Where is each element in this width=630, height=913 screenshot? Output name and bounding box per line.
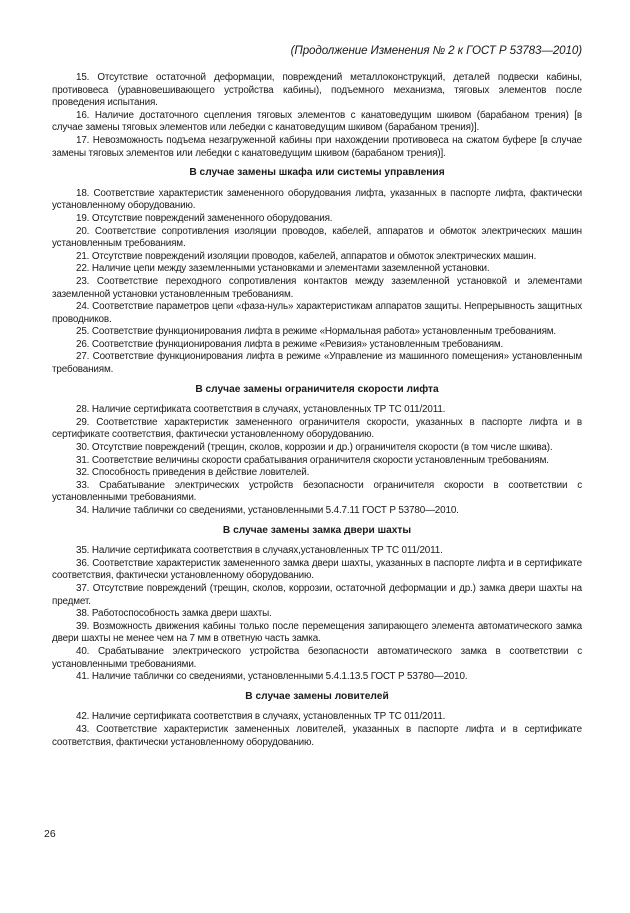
paragraph-38: 38. Работоспособность замка двери шахты.: [76, 608, 272, 620]
paragraph-37: 37. Отсутствие повреждений (трещин, сколов, коррозии, остаточной деформации и др.) замка двери шахты на предмет.: [52, 582, 582, 607]
paragraph-21: 21. Отсутствие повреждений изоляции проводов, кабелей, аппаратов и обмоток электрических машин.: [76, 250, 537, 262]
paragraph-23: 23. Соответствие переходного сопротивления контактов между заземленной установкой и элементами заземленной установки установленным требованиям.: [52, 275, 582, 300]
paragraph-33: 33. Срабатывание электрических устройств безопасности ограничителя скорости в соответствии с установленными требованиями.: [52, 479, 582, 504]
paragraph-26: 26. Соответствие функционирования лифта в режиме «Ревизия» установленным требованиям.: [76, 338, 504, 350]
section-title-safety-gear: В случае замены ловителей: [245, 690, 389, 702]
paragraph-32: 32. Способность приведения в действие ловителей.: [76, 467, 310, 479]
paragraph-18: 18. Соответствие характеристик замененного оборудования лифта, указанных в паспорте лифта, фактически установленному оборудованию.: [52, 187, 582, 212]
document-page: [52, 44, 582, 749]
paragraph-19: 19. Отсутствие повреждений замененного оборудования.: [76, 212, 333, 224]
running-header: (Продолжение Изменения № 2 к ГОСТ Р 53783—2010): [290, 44, 582, 57]
paragraph-40: 40. Срабатывание электрического устройства безопасности автоматического замка в соответствии с установленными требованиями.: [52, 645, 582, 670]
paragraph-31: 31. Соответствие величины скорости срабатывания ограничителя скорости установленным требованиям.: [76, 454, 549, 466]
paragraph-36: 36. Соответствие характеристик замененного замка двери шахты, указанных в паспорте лифта и в сертификате соответствия, фактически установленному оборудованию.: [52, 557, 582, 582]
paragraph-15: 15. Отсутствие остаточной деформации, повреждений металлоконструкций, деталей подвески кабины, противовеса (уравновешивающего устройства кабины), подъемного механизма, тяговых элементов после проведения испытания.: [52, 72, 582, 109]
paragraph-29: 29. Соответствие характеристик замененного ограничителя скорости, указанных в паспорте лифта и в сертификате соответствия, фактически установленному оборудованию.: [52, 416, 582, 441]
paragraph-20: 20. Соответствие сопротивления изоляции проводов, кабелей, аппаратов и обмоток электрических машин установленным требованиям.: [52, 225, 582, 250]
paragraph-42: 42. Наличие сертификата соответствия в случаях, установленных ТР ТС 011/2011.: [76, 711, 446, 723]
paragraph-35: 35. Наличие сертификата соответствия в случаях,установленных ТР ТС 011/2011.: [76, 545, 443, 557]
page-number: 26: [44, 828, 56, 840]
paragraph-30: 30. Отсутствие повреждений (трещин, сколов, коррозии и др.) ограничителя скорости (в том числе шкива).: [76, 442, 553, 454]
paragraph-43: 43. Соответствие характеристик замененных ловителей, указанных в паспорте лифта и в сертификате соответствия, фактически установленному оборудованию.: [52, 723, 582, 748]
paragraph-17: 17. Невозможность подъема незагруженной кабины при нахождении противовеса на сжатом буфере [в случае замены тяговых элементов или лебедки с канатоведущим шкивом (барабаном трения)].: [52, 134, 582, 159]
paragraph-28: 28. Наличие сертификата соответствия в случаях, установленных ТР ТС 011/2011.: [76, 404, 446, 416]
paragraph-25: 25. Соответствие функционирования лифта в режиме «Нормальная работа» установленным требованиям.: [76, 326, 557, 338]
paragraph-34: 34. Наличие таблички со сведениями, установленными 5.4.7.11 ГОСТ Р 53780—2010.: [76, 505, 459, 516]
section-title-door-lock: В случае замены замка двери шахты: [222, 524, 412, 536]
section-title-control-system: В случае замены шкафа или системы управления: [189, 167, 445, 179]
paragraph-16: 16. Наличие достаточного сцепления тяговых элементов с канатоведущим шкивом (барабаном трения) [в случае замены тяговых элементов или лебедки с канатоведущим шкивом (барабаном трения)].: [52, 109, 582, 134]
paragraph-39: 39. Возможность движения кабины только после перемещения запирающего элемента автоматического замка двери шахты не менее чем на 7 мм в ответную часть замка.: [52, 620, 582, 645]
section-title-speed-limiter: В случае замены ограничителя скорости лифта: [195, 383, 439, 395]
paragraph-22: 22. Наличие цепи между заземленными установками и элементами заземленной установки.: [76, 263, 490, 275]
paragraph-24: 24. Соответствие параметров цепи «фаза-нуль» характеристикам аппаратов защиты. Непрерывность защитных проводников.: [52, 301, 582, 325]
paragraph-27: 27. Соответствие функционирования лифта в режиме «Управление из машинного помещения» установленным требованиям.: [52, 351, 582, 376]
paragraph-41: 41. Наличие таблички со сведениями, установленными 5.4.1.13.5 ГОСТ Р 53780—2010.: [76, 671, 468, 683]
